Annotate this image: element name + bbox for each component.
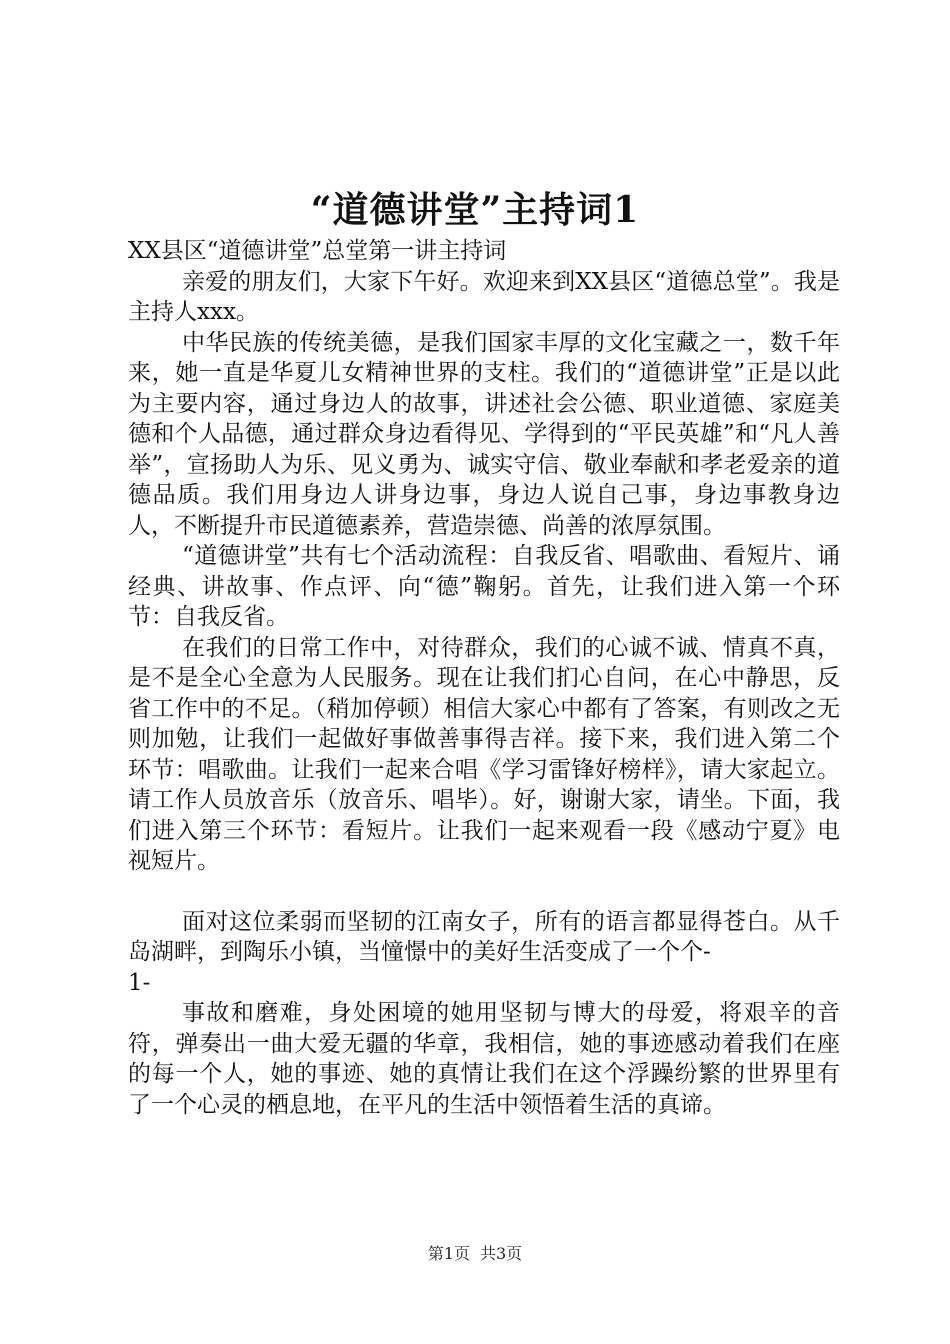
page-number: 第1页 [427, 1244, 470, 1263]
document-subtitle: XX县区“道德讲堂”总堂第一讲主持词 [128, 238, 507, 264]
paragraph-greeting: 亲爱的朋友们，大家下午好。欢迎来到XX县区“道德总堂”。我是主持人xxx。 [128, 268, 840, 325]
paragraph-process: “道德讲堂”共有七个活动流程：自我反省、唱歌曲、看短片、诵经典、讲故事、作点评、向“德”鞠躬。首先，让我们进入第一个环节：自我反省。 [128, 543, 840, 630]
paragraph-spacer [128, 877, 840, 907]
page-total: 共3页 [480, 1244, 523, 1263]
page-marker: 1- [128, 969, 151, 996]
document-title: “道德讲堂”主持词1 [310, 189, 640, 231]
paragraph-story-continued: 事故和磨难，身处困境的她用坚韧与博大的母爱，将艰辛的音符，弹奏出一曲大爱无疆的华章，我相信，她的事迹感动着我们在座的每一个人，她的事迹、她的真情让我们在这个浮躁纷繁的世界里有了一个心灵的栖息地，在平凡的生活中领悟着生活的真谛。 [128, 1000, 840, 1118]
document-body [128, 236, 840, 1120]
page-footer [0, 1244, 950, 1264]
paragraph-reflection: 在我们的日常工作中，对待群众，我们的心诚不诚、情真不真，是不是全心全意为人民服务。现在让我们扪心自问，在心中静思，反省工作中的不足。（稍加停顿）相信大家心中都有了答案，有则改之无则加勉，让我们一起做好事做善事得吉祥。接下来，我们进入第二个环节：唱歌曲。让我们一起来合唱《学习雷锋好榜样》，请大家起立。请工作人员放音乐（放音乐、唱毕）。好，谢谢大家，请坐。下面，我们进入第三个环节：看短片。让我们一起来观看一段《感动宁夏》电视短片。 [128, 634, 840, 874]
paragraph-story: 面对这位柔弱而坚韧的江南女子，所有的语言都显得苍白。从千岛湖畔，到陶乐小镇，当憧憬中的美好生活变成了一个个- [128, 908, 840, 965]
paragraph-virtue: 中华民族的传统美德，是我们国家丰厚的文化宝藏之一，数千年来，她一直是华夏儿女精神世界的支柱。我们的“道德讲堂”正是以此为主要内容，通过身边人的故事，讲述社会公德、职业道德、家庭美德和个人品德，通过群众身边看得见、学得到的“平民英雄”和“凡人善举”，宣扬助人为乐、见义勇为、诚实守信、敬业奉献和孝老爱亲的道德品质。我们用身边人讲身边事，身边人说自己事，身边事教身边人，不断提升市民道德素养，营造崇德、尚善的浓厚氛围。 [128, 329, 840, 539]
